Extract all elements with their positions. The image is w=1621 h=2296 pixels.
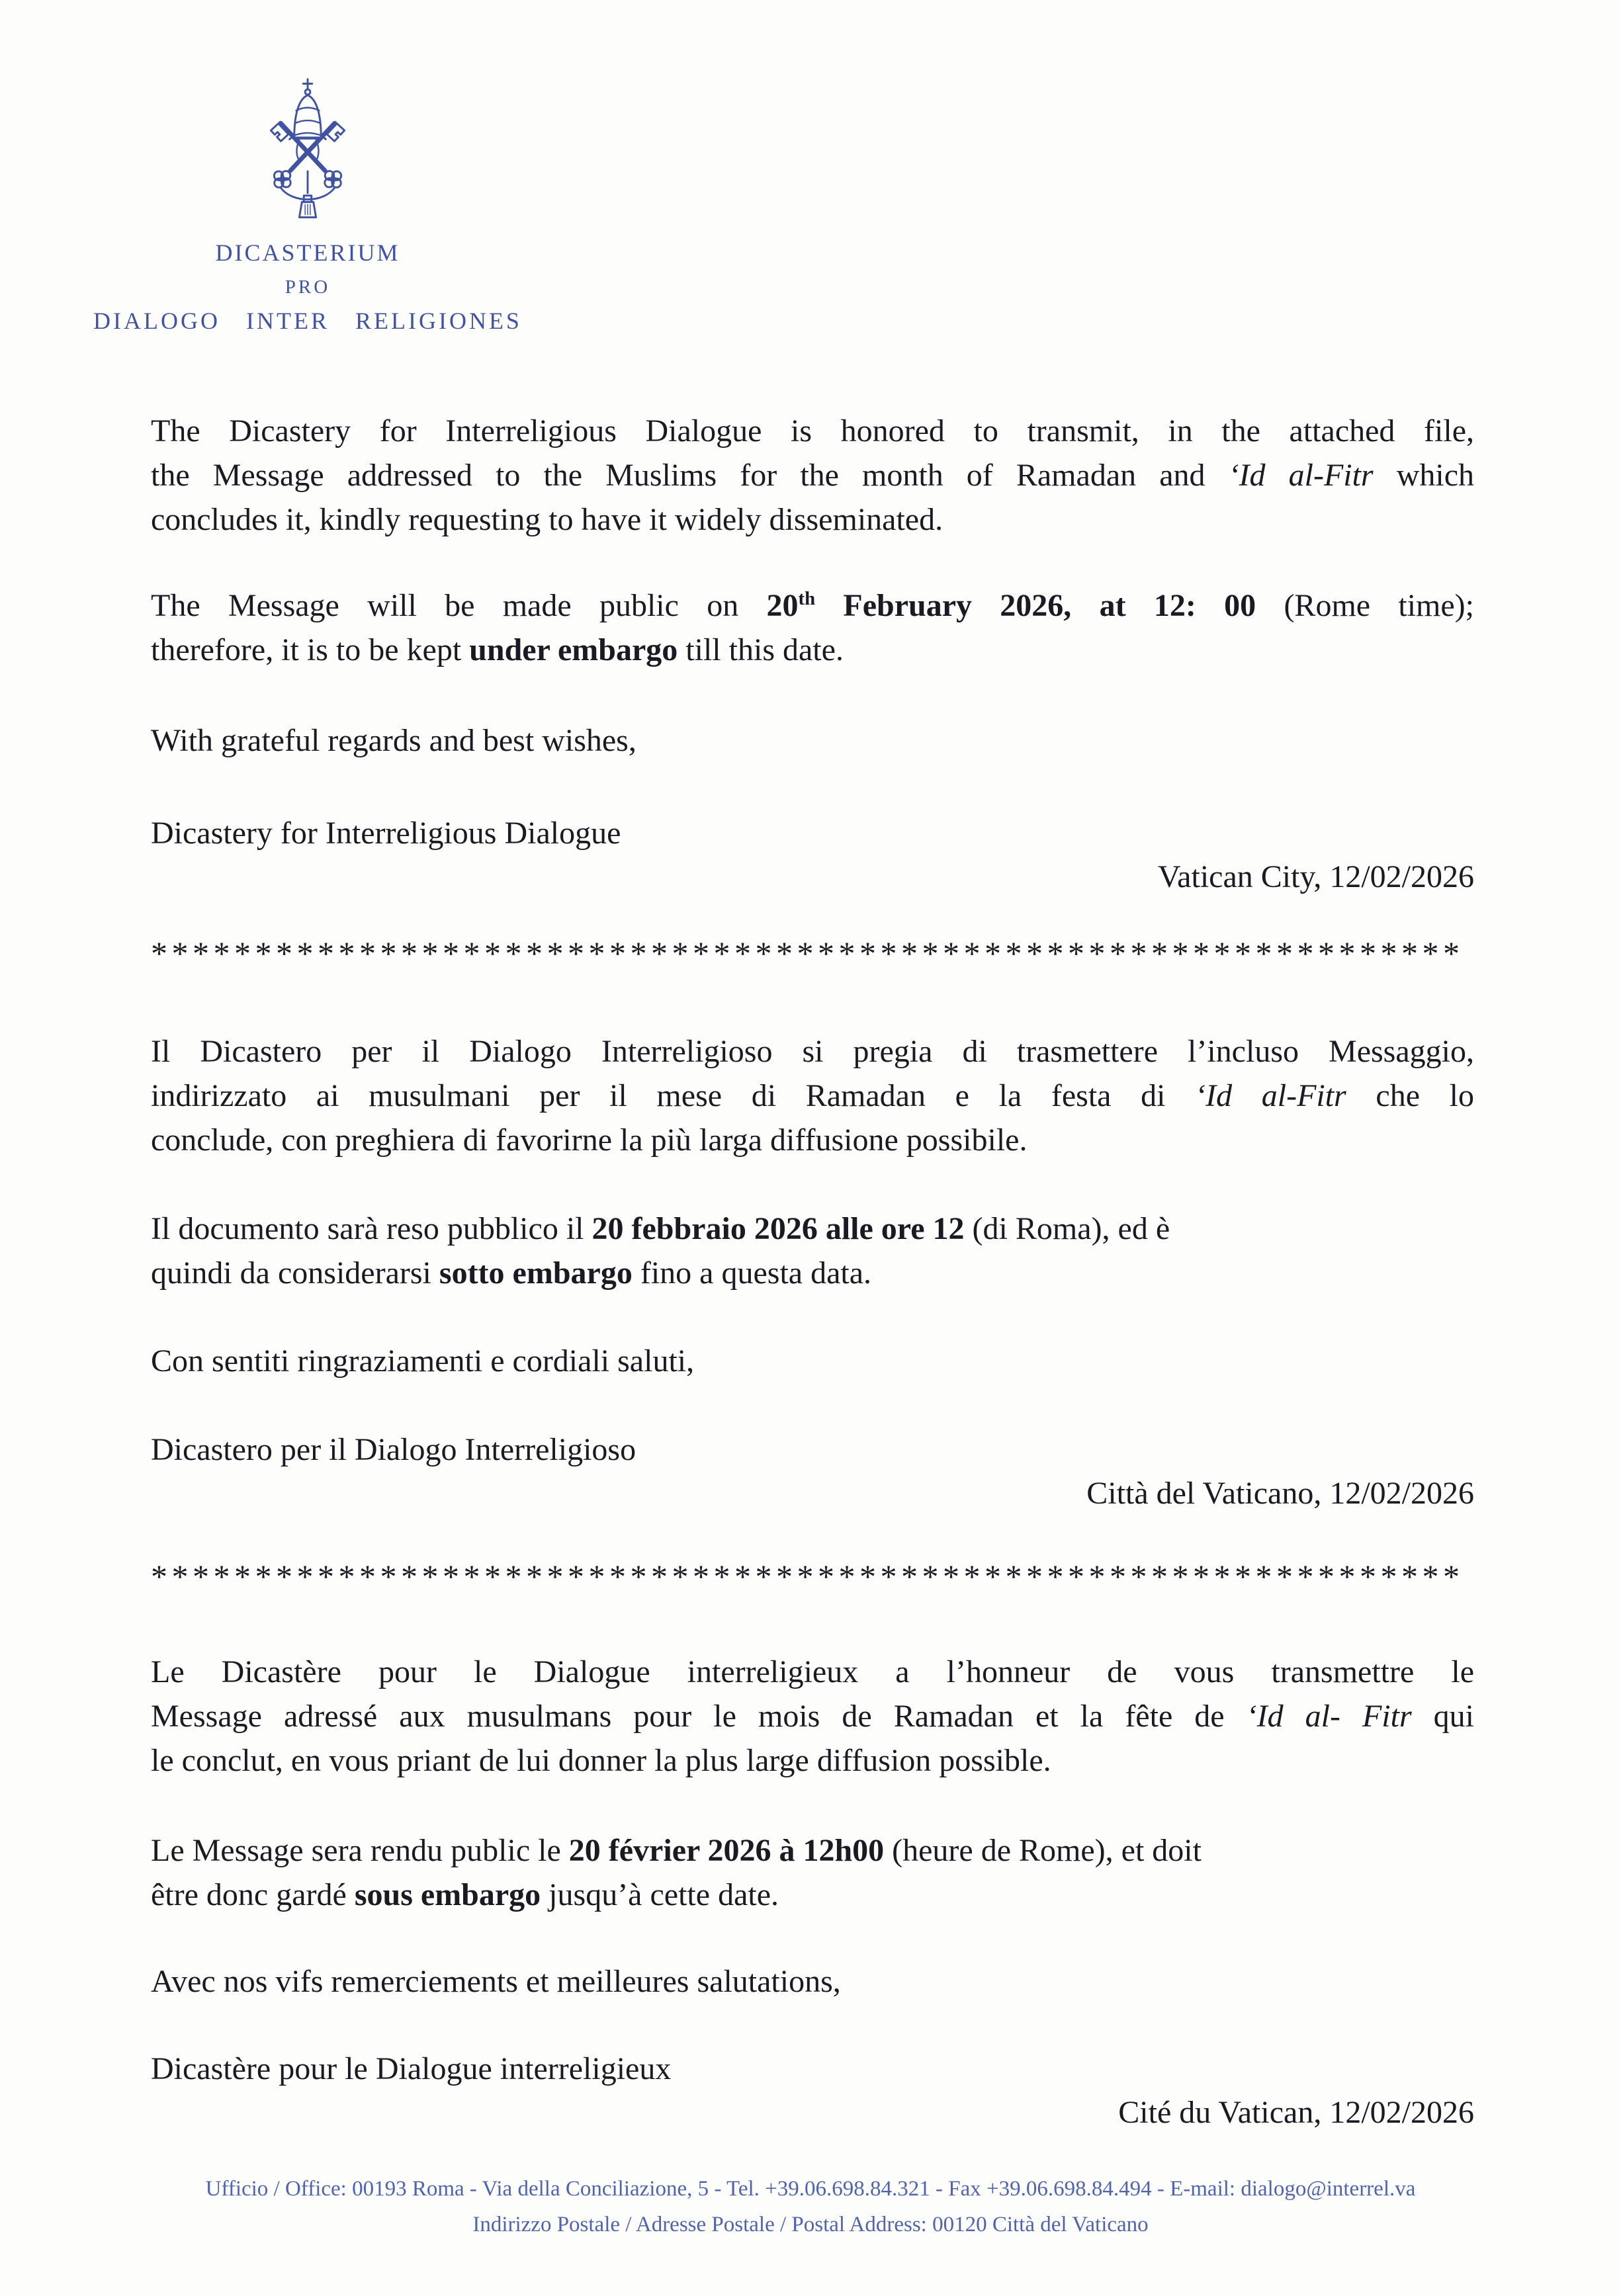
text-run-bold: sous embargo	[354, 1877, 541, 1912]
paragraph-fr-2	[151, 1828, 1474, 1917]
text-run: le conclut, en vous priant de lui donner la plus large diffusion possible.	[151, 1743, 1051, 1778]
paragraph-it-1	[151, 1029, 1474, 1162]
text-run-bold: sotto embargo	[439, 1255, 633, 1291]
text-line	[151, 1118, 1474, 1162]
footer	[76, 2171, 1545, 2242]
text-run-bold: 20 février 2026 à 12h00	[568, 1833, 885, 1868]
signature-en: Dicastery for Interreligious Dialogue	[151, 816, 621, 851]
text-run: Il documento sarà reso pubblico il	[151, 1211, 592, 1246]
text-run-bold: February 2026, at 12: 00	[815, 588, 1256, 623]
text-run: which	[1373, 458, 1475, 493]
text-line	[151, 1694, 1474, 1738]
letterhead-line-3: DIALOGO INTER RELIGIONES	[93, 308, 522, 334]
text-line	[151, 1738, 1474, 1783]
text-run: concludes it, kindly requesting to have it widely disseminated.	[151, 502, 943, 537]
asterisk-separator-1: ***************************************************************	[151, 935, 1464, 972]
text-run: the Message addressed to the Muslims for the month of Ramadan and	[151, 458, 1229, 493]
text-run-italic: ‘Id al-Fitr	[1195, 1078, 1346, 1113]
footer-line-2: Indirizzo Postale / Adresse Postale / Postal Address: 00120 Città del Vaticano	[472, 2213, 1149, 2236]
text-run: (heure de Rome), et doit	[884, 1833, 1202, 1868]
text-run-bold: under embargo	[469, 632, 678, 667]
paragraph-fr-1	[151, 1650, 1474, 1783]
text-line	[151, 1029, 1474, 1074]
text-run: Message adressé aux musulmans pour le mois de Ramadan et la fête de	[151, 1699, 1247, 1734]
vatican-crossed-keys-emblem-icon	[234, 74, 381, 228]
signature-fr: Dicastère pour le Dialogue interreligieux	[151, 2051, 672, 2086]
letterhead	[63, 74, 552, 334]
text-run: (di Roma), ed è	[964, 1211, 1170, 1246]
text-run-superscript: th	[798, 588, 816, 609]
dateline-en: Vatican City, 12/02/2026	[1157, 859, 1474, 894]
text-run-italic: ‘Id al-Fitr	[1228, 458, 1374, 493]
closing-it: Con sentiti ringraziamenti e cordiali saluti,	[151, 1343, 695, 1379]
text-line	[151, 409, 1474, 453]
text-run-bold: 20	[766, 588, 799, 623]
letterhead-line-1: DICASTERIUM	[215, 239, 400, 266]
text-run: fino a questa data.	[632, 1255, 872, 1291]
text-line	[151, 453, 1474, 497]
text-line	[151, 1828, 1474, 1873]
paragraph-en-1	[151, 409, 1474, 542]
signature-it: Dicastero per il Dialogo Interreligioso	[151, 1432, 636, 1467]
footer-line-1: Ufficio / Office: 00193 Roma - Via della Conciliazione, 5 - Tel. +39.06.698.84.321 - Fax +39.06.698.84.494 - E-mail: dialogo@interrel.va	[205, 2177, 1416, 2201]
text-run: The Dicastery for Interreligious Dialogue is honored to transmit, in the attached file,	[151, 413, 1474, 448]
text-run: jusqu’à cette date.	[541, 1877, 779, 1912]
text-line	[151, 1873, 1474, 1917]
text-run: The Message will be made public on	[151, 588, 767, 623]
text-run-bold: 20 febbraio 2026 alle ore 12	[591, 1211, 965, 1246]
text-run: être donc gardé	[151, 1877, 355, 1912]
asterisk-separator-2: ***************************************************************	[151, 1558, 1464, 1595]
text-run: till this date.	[678, 632, 844, 667]
text-line	[151, 497, 1474, 542]
text-run-italic: ‘Id al- Fitr	[1246, 1699, 1412, 1734]
text-run: Le Message sera rendu public le	[151, 1833, 569, 1868]
text-line	[151, 628, 1474, 672]
paragraph-en-2	[151, 583, 1474, 672]
text-run: quindi da considerarsi	[151, 1255, 439, 1291]
text-run: qui	[1411, 1699, 1474, 1734]
text-line	[151, 1650, 1474, 1694]
dateline-it: Città del Vaticano, 12/02/2026	[1086, 1476, 1474, 1511]
text-line	[151, 1251, 1474, 1295]
text-run: che lo	[1346, 1078, 1474, 1113]
text-line	[151, 583, 1474, 628]
text-line	[151, 1207, 1474, 1251]
letterhead-line-2: PRO	[285, 276, 331, 298]
text-run: therefore, it is to be kept	[151, 632, 470, 667]
text-run: conclude, con preghiera di favorirne la più larga diffusione possibile.	[151, 1123, 1028, 1158]
text-run: Le Dicastère pour le Dialogue interreligieux a l’honneur de vous transmettre le	[151, 1654, 1474, 1689]
closing-fr: Avec nos vifs remerciements et meilleures salutations,	[151, 1964, 841, 1999]
closing-en: With grateful regards and best wishes,	[151, 723, 636, 758]
text-line	[151, 1074, 1474, 1118]
text-run: Il Dicastero per il Dialogo Interreligioso si pregia di trasmettere l’incluso Messaggio,	[151, 1034, 1474, 1069]
dateline-fr: Cité du Vatican, 12/02/2026	[1118, 2095, 1474, 2130]
text-run: indirizzato ai musulmani per il mese di Ramadan e la festa di	[151, 1078, 1196, 1113]
paragraph-it-2	[151, 1207, 1474, 1295]
text-run: (Rome time);	[1256, 588, 1475, 623]
